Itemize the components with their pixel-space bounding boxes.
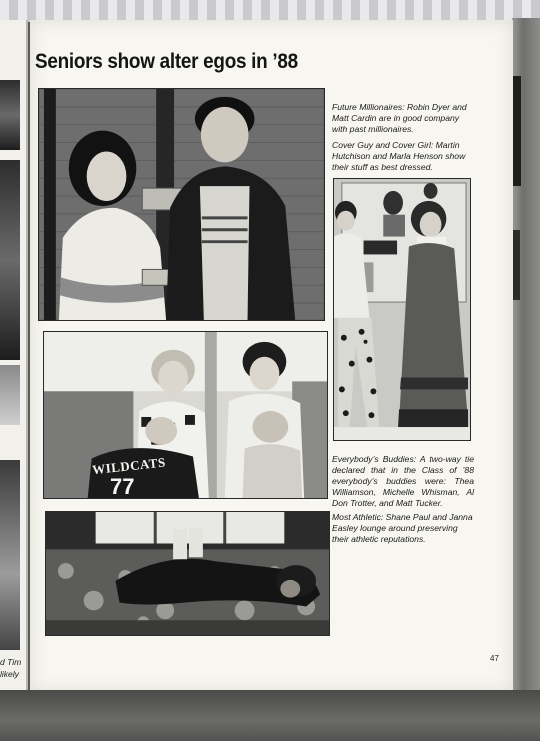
- photo-most-athletic: [45, 511, 330, 636]
- caption-cover-guy-and-girl: Cover Guy and Cover Girl: Martin Hutchison and Marla Henson show their stuff as best dressed.: [332, 140, 466, 172]
- scanner-bottom-edge: [0, 690, 540, 741]
- photo-future-millionaires: [38, 88, 325, 321]
- next-page-edge-mark: [513, 230, 520, 300]
- photo-cover-guy-and-girl: [333, 178, 471, 441]
- photo-future-millionaires-image: [39, 89, 324, 320]
- caption-most-athletic: Most Athletic: Shane Paul and Janna Easley lounge around preserving their athletic reputations.: [332, 512, 473, 544]
- previous-page-photo: [0, 80, 20, 150]
- previous-page-caption: [0, 656, 28, 680]
- previous-page-caption-line: d Tim: [0, 657, 22, 667]
- yearbook-page: [30, 20, 513, 692]
- previous-page-photo: [0, 160, 20, 360]
- photo-everybodys-buddies-image: [44, 332, 327, 498]
- page-title: Seniors show alter egos in ’88: [35, 50, 298, 73]
- previous-page-caption-line: likely: [0, 669, 19, 679]
- next-page-edge: [513, 76, 521, 186]
- photo-everybodys-buddies: [43, 331, 328, 499]
- caption-future-millionaires: Future Millionaires: Robin Dyer and Matt Cardin are in good company with past millionaires.: [332, 102, 467, 134]
- jersey-number: 77: [110, 474, 135, 499]
- jersey-lettering: WILDCATS: [91, 454, 167, 478]
- page-number: 47: [490, 654, 499, 663]
- scanner-top-edge: [0, 0, 540, 22]
- caption-everybodys-buddies: Everybody’s Buddies: A two-way tie declared that in the Class of ’88 everybody’s buddies were: Thea Williamson, Michelle Whisman, Al Don Trotter, and Matt Tucker.: [332, 454, 474, 508]
- previous-page-photo: [0, 460, 20, 650]
- photo-most-athletic-image: [46, 512, 329, 635]
- previous-page-edge: [0, 20, 28, 692]
- previous-page-photo: [0, 365, 20, 425]
- photo-cover-guy-and-girl-image: [334, 179, 470, 440]
